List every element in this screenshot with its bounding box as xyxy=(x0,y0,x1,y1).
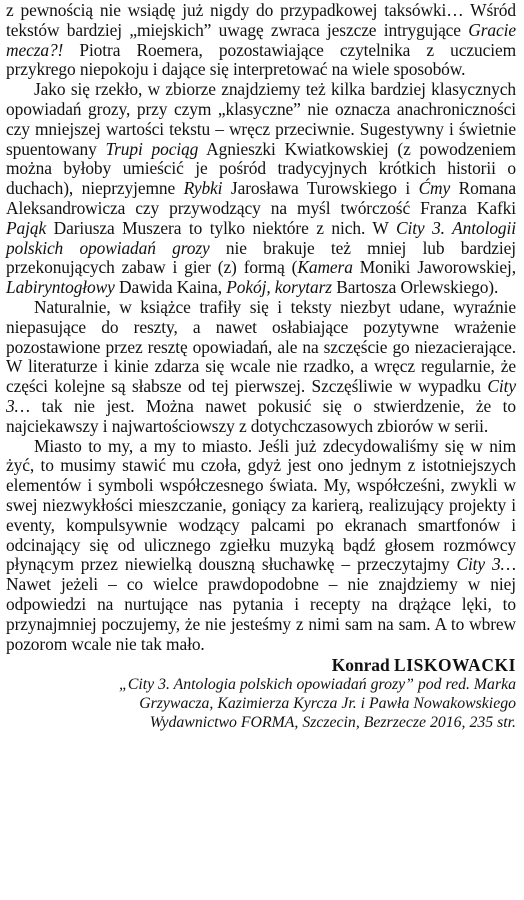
italic-title-text: Kamera xyxy=(297,257,353,278)
italic-title-text: City 3… xyxy=(456,554,516,575)
paragraph-text: Agnieszki Kwiatkowskiej (z powodzeniem można byłoby umieścić je pośród tradycyjnych krótkich historii o duchach), nieprzyjemne xyxy=(6,138,516,199)
paragraph-text: nie brakuje też mniej lub bardziej przekonujących zabaw i gier (z) formą ( xyxy=(6,237,516,278)
paragraph-text: Dariusza Muszera to tylko niektóre z nich. W xyxy=(46,217,396,238)
paragraph-text: z pewnością nie wsiądę już nigdy do przypadkowej taksówki… Wśród tekstów bardziej „miejskich” uwagę zwraca jeszcze intrygujące xyxy=(6,0,516,40)
italic-title-text: Trupi pociąg xyxy=(105,138,199,159)
italic-title-text: Gracie mecza?! xyxy=(6,19,516,60)
italic-title-text: Pająk xyxy=(6,217,47,238)
paragraph-text: Romana Aleksandrowicza czy przywodzący na myśl twórczość Franza Kafki xyxy=(6,178,516,218)
bibliography-line-1: „City 3. Antologia polskich opowiadań grozy” pod red. Marka xyxy=(119,676,516,694)
paragraph-text: Miasto to my, a my to miasto. Jeśli już zdecydowaliśmy się w nim żyć, to musimy stawić mu czoła, gdyż jest ono jednym z istotniejszych elementów i symboli współczesnego świata. My, współcześni, zwykli w swej niezwykłości mieszczanie, goniący za karierą, realizujący projekty i eventy, kompulsywnie wodzący palcami po ekranach smartfonów i odcinający się od ulicznego zgiełku muzyką bądź głosem rozmówcy płynącym przez niewielką douszną słuchawkę – przeczytajmy xyxy=(6,435,516,575)
paragraph-text: Piotra Roemera, pozostawiające czytelnika z uczuciem przykrego niepokoju i dające się interpretować na wiele sposobów. xyxy=(6,39,516,80)
bibliography-line-2: Grzywacza, Kazimierza Kyrcza Jr. i Pawła Nowakowskiego xyxy=(139,695,516,713)
paragraph-text: Moniki Jaworowskiej, xyxy=(352,257,516,278)
author-signature xyxy=(6,655,516,675)
paragraph-text: Bartosza Orlewskiego). xyxy=(331,277,499,298)
italic-title-text: City 3. Antologii polskich opowiadań grozy xyxy=(6,217,516,258)
paragraph-text: Naturalnie, w książce trafiły się i teksty niezbyt udane, wyraźnie niepasujące do reszty, a nawet osłabiające pozytywne wrażenie pozostawione przez resztę opowiadań, ale na szczęście go niezacierające. W literaturze i kinie zdarza się wcale nie rzadko, a wręcz regularnie, że części kolejne są słabsze od tej pierwszej. Szczęśliwie w wypadku xyxy=(6,296,516,397)
italic-title-text: Rybki xyxy=(183,178,223,199)
italic-title-text: Ćmy xyxy=(418,178,451,199)
author-first-name: Konrad xyxy=(331,655,390,676)
paragraph-text: tak nie jest. Można nawet pokusić się o stwierdzenie, że to najciekawszy i najwartościowszy z dotychczasowych zbiorów w serii. xyxy=(6,395,516,436)
article-paragraph xyxy=(6,80,516,298)
bibliography-line-3: Wydawnictwo FORMA, Szczecin, Bezrzecze 2016, 235 str. xyxy=(149,714,516,732)
italic-title-text: Pokój, korytarz xyxy=(226,277,332,298)
paragraph-text: Jarosława Turowskiego i xyxy=(222,178,419,199)
paragraph-text: Dawida Kaina, xyxy=(114,277,227,298)
article-paragraph xyxy=(6,437,516,655)
paragraph-text: Nawet jeżeli – co wielce prawdopodobne – nie znajdziemy w niej odpowiedzi na nurtujące nas pytania i recepty na drążące lęki, to przynajmniej poczujemy, że nie jesteśmy z nimi sam na sam. A to wbrew pozorom wcale nie tak mało. xyxy=(6,574,516,654)
article-body xyxy=(6,1,516,654)
book-bibliography xyxy=(6,675,516,732)
italic-title-text: Labiryntogłowy xyxy=(6,277,115,298)
paragraph-text: Jako się rzekło, w zbiorze znajdziemy też kilka bardziej klasycznych opowiadań grozy, przy czym „klasyczne” nie oznacza anachroniczności czy mniejszej wartości tekstu – wręcz przeciwnie. Sugestywny i świetnie spuentowany xyxy=(6,79,516,159)
author-last-name: LISKOWACKI xyxy=(394,655,516,676)
italic-title-text: City 3… xyxy=(6,376,516,416)
article-paragraph xyxy=(6,298,516,437)
article-paragraph xyxy=(6,1,516,80)
